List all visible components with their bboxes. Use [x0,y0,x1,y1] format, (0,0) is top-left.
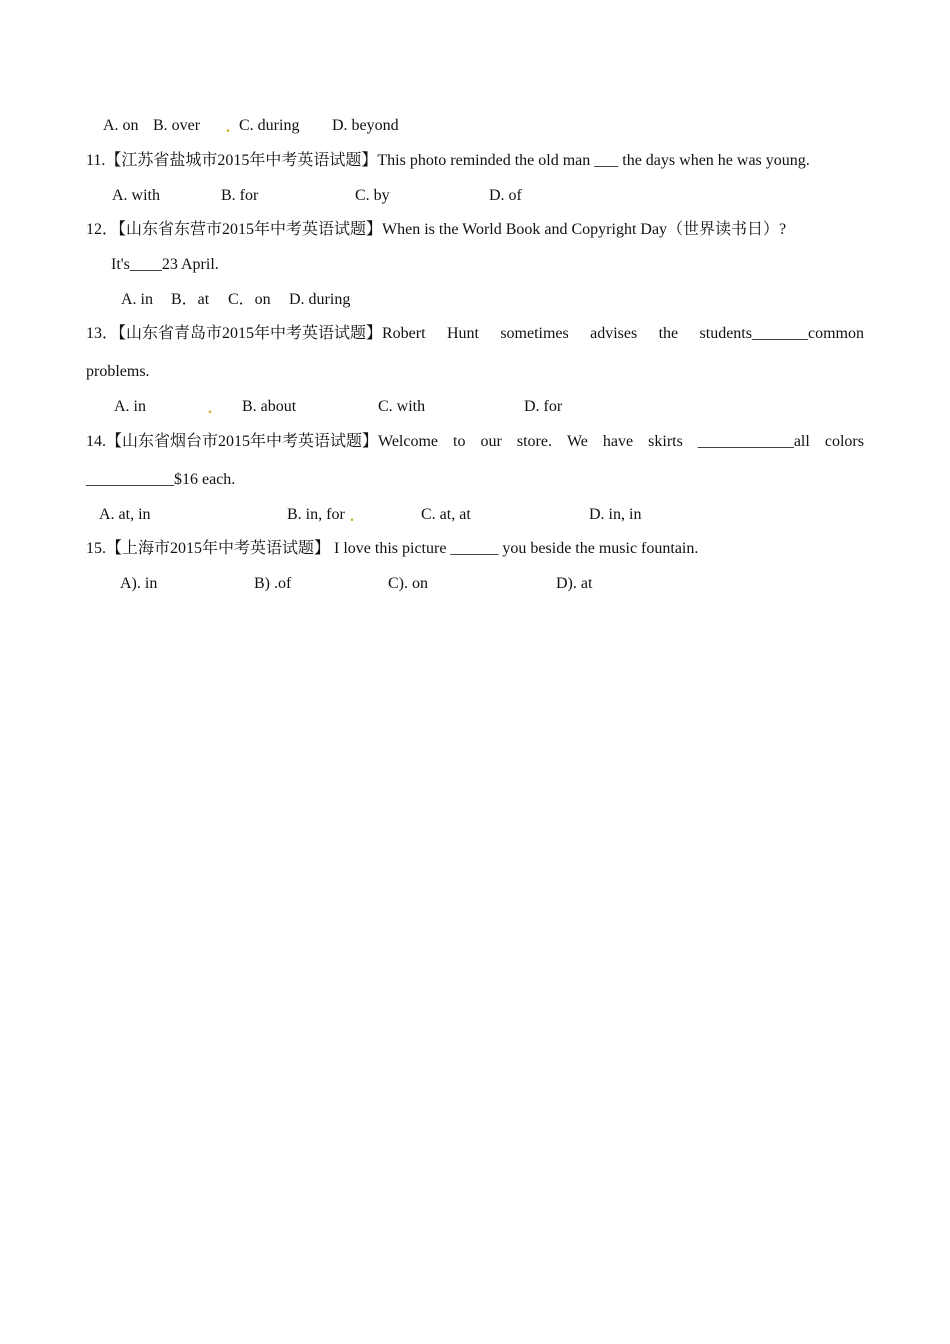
q13-word: advises [590,325,638,342]
q14-word: our [480,433,502,450]
q12-option-d: D. during [289,291,351,308]
q13-stem [86,324,864,344]
q15-option-a: A). in [120,575,158,592]
q14-option-a: A. at, in [99,506,151,523]
stray-mark-dot: . [226,119,230,136]
q13-word: sometimes [500,325,569,342]
q13-option-c: C. with [378,398,426,415]
q12-option-b: B．at [171,291,210,308]
q14-word: We [566,433,588,450]
q13-option-a: A. in [114,398,146,415]
q12-option-c: C．on [228,291,271,308]
q15-option-d: D). at [556,575,593,592]
q11-option-d: D. of [489,187,522,204]
q15-option-b: B) .of [254,575,292,592]
q14-stem [86,432,864,452]
q13-word: 13．【山东省青岛市2015年中考英语试题】Robert [86,325,426,342]
q13-word: students_______common [699,325,864,342]
q15-stem: 15.【上海市2015年中考英语试题】 I love this picture ______ you beside the music fountain. [86,540,699,557]
q14-word: store. [516,433,552,450]
q12-stem: 12．【山东省东营市2015年中考英语试题】When is the World Book and Copyright Day（世界读书日）? [86,221,787,238]
q15-option-c: C). on [388,575,428,592]
q14-word: skirts [648,433,683,450]
q12-option-a: A. in [121,291,153,308]
q14-word: colors [824,433,864,450]
stray-mark-dot: . [208,400,212,417]
q10-option-d: D. beyond [332,117,399,134]
q14-word: to [453,433,466,450]
q14-option-d: D. in, in [589,506,642,523]
q14-option-b: B. in, for [287,506,345,523]
q10-option-c: C. during [239,117,300,134]
q11-stem: 11.【江苏省盐城市2015年中考英语试题】This photo reminded the old man ___ the days when he was young. [86,152,810,169]
q14-word: 14.【山东省烟台市2015年中考英语试题】Welcome [86,433,439,450]
q14-option-c: C. at, at [421,506,471,523]
q10-option-a: A. on [103,117,139,134]
q12-answer-line: It's____23 April. [111,256,219,273]
q11-option-a: A. with [112,187,160,204]
q14-stem-continued: ___________$16 each. [86,471,236,488]
stray-mark-dot: . [350,508,354,525]
q11-option-b: B. for [221,187,259,204]
q13-word: the [658,325,679,342]
q13-option-d: D. for [524,398,563,415]
q14-word: have [602,433,634,450]
q14-word: ____________all [697,433,810,450]
q10-option-b: B. over [153,117,201,134]
q11-option-c: C. by [355,187,390,204]
q13-word: Hunt [446,325,479,342]
q13-option-b: B. about [242,398,297,415]
q13-stem-continued: problems. [86,363,150,380]
